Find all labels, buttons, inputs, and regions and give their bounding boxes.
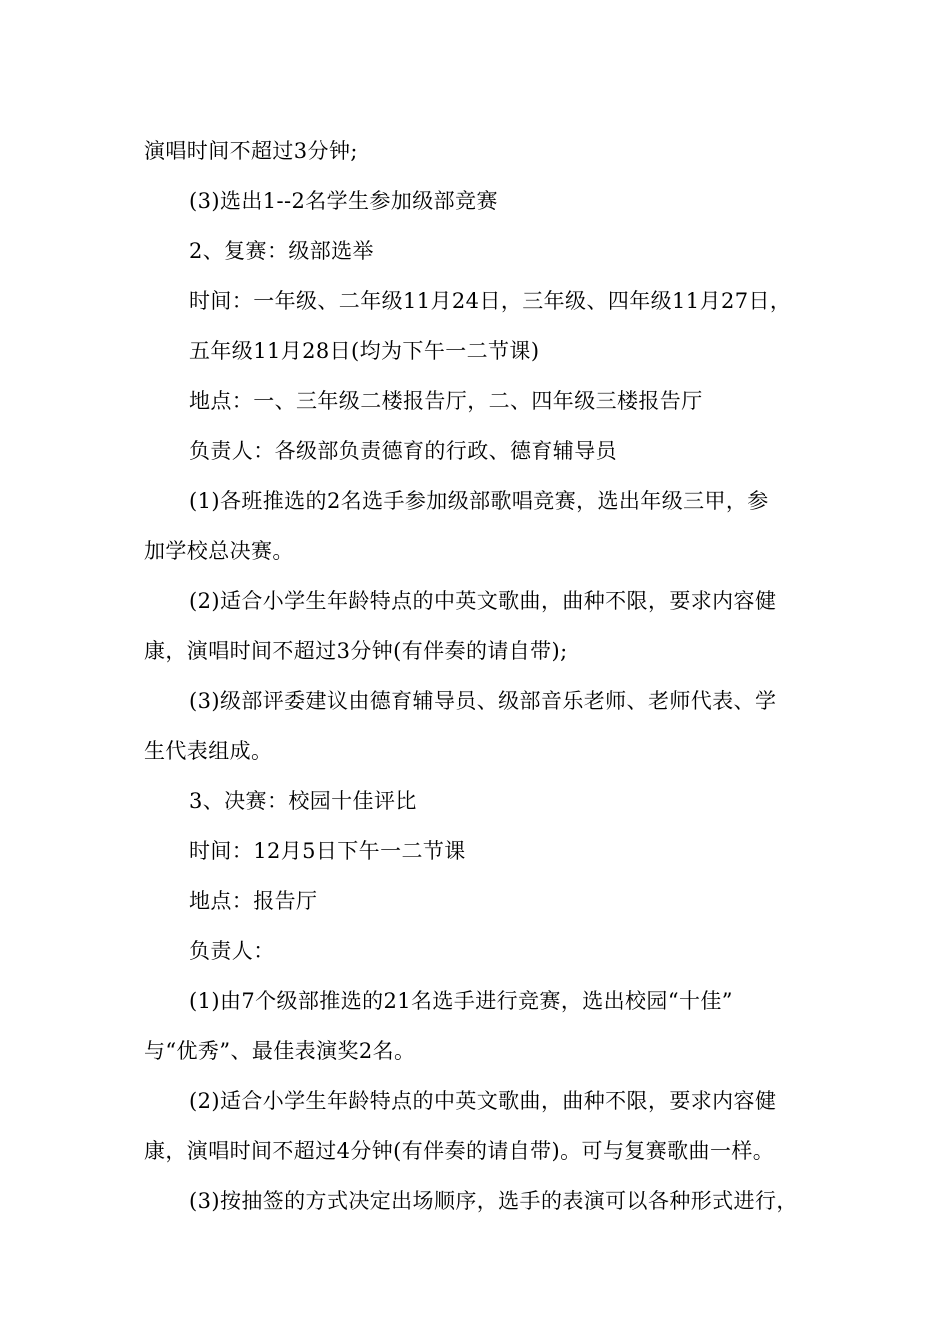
body-line: 康，演唱时间不超过4分钟(有伴奏的请自带)。可与复赛歌曲一样。 bbox=[144, 1139, 775, 1163]
body-line: (2)适合小学生年龄特点的中英文歌曲，曲种不限，要求内容健 bbox=[189, 589, 777, 613]
body-line: 五年级11月28日(均为下午一二节课) bbox=[189, 339, 540, 363]
body-line: (3)级部评委建议由德育辅导员、级部音乐老师、老师代表、学 bbox=[189, 689, 777, 713]
body-line: 负责人：各级部负责德育的行政、德育辅导员 bbox=[189, 439, 617, 463]
body-line: 负责人： bbox=[189, 939, 275, 963]
body-line: (3)按抽签的方式决定出场顺序，选手的表演可以各种形式进行， bbox=[189, 1189, 798, 1213]
body-line: (1)各班推选的2名选手参加级部歌唱竞赛，选出年级三甲，参 bbox=[189, 489, 769, 513]
body-line: 演唱时间不超过3分钟; bbox=[144, 139, 358, 163]
body-line: (3)选出1--2名学生参加级部竞赛 bbox=[189, 189, 498, 213]
body-line: 地点：一、三年级二楼报告厅，二、四年级三楼报告厅 bbox=[189, 389, 703, 413]
body-line: 康，演唱时间不超过3分钟(有伴奏的请自带); bbox=[144, 639, 568, 663]
section-heading: 3、决赛：校园十佳评比 bbox=[189, 789, 417, 813]
body-line: 与“优秀”、最佳表演奖2名。 bbox=[144, 1039, 416, 1063]
body-line: 时间：12月5日下午一二节课 bbox=[189, 839, 466, 863]
body-line: 时间：一年级、二年级11月24日，三年级、四年级11月27日， bbox=[189, 289, 792, 313]
body-line: 生代表组成。 bbox=[144, 739, 273, 763]
body-line: 地点：报告厅 bbox=[189, 889, 318, 913]
section-heading: 2、复赛：级部选举 bbox=[189, 239, 374, 263]
body-line: 加学校总决赛。 bbox=[144, 539, 294, 563]
body-line: (2)适合小学生年龄特点的中英文歌曲，曲种不限，要求内容健 bbox=[189, 1089, 777, 1113]
body-line: (1)由7个级部推选的21名选手进行竞赛，选出校园“十佳” bbox=[189, 989, 733, 1013]
